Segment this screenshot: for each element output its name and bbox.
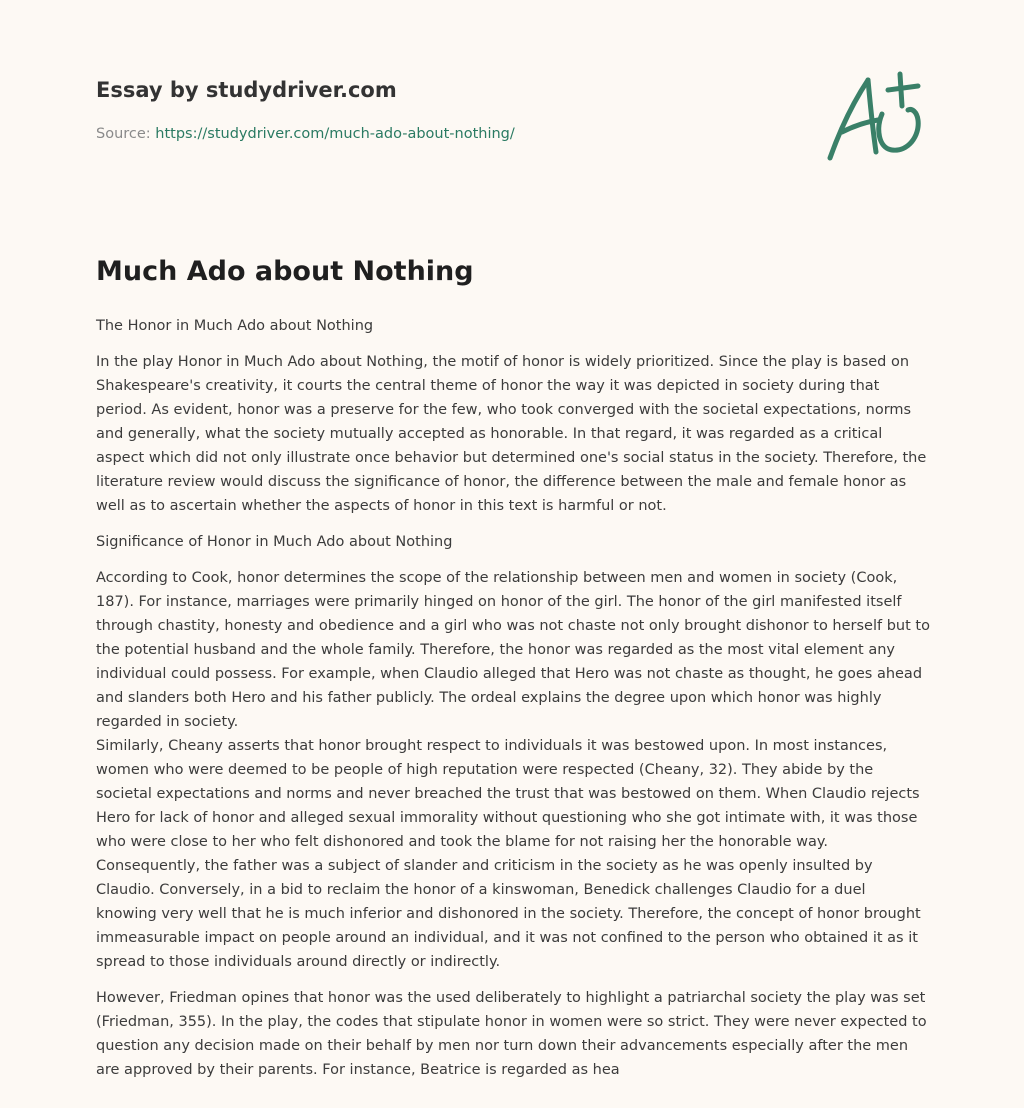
section-heading: Significance of Honor in Much Ado about Nothing <box>96 534 453 550</box>
source-link[interactable]: https://studydriver.com/much-ado-about-nothing/ <box>155 126 515 142</box>
a-plus-logo-icon <box>818 66 934 166</box>
page-header <box>96 76 656 144</box>
essay-subtitle: The Honor in Much Ado about Nothing <box>96 318 374 334</box>
site-title: Essay by studydriver.com <box>96 78 397 102</box>
a-plus-logo <box>818 66 934 166</box>
essay-content <box>96 252 930 1094</box>
body-paragraph-1: According to Cook, honor determines the scope of the relationship between men and women in society (Cook, 187). For instance, marriages were primarily hinged on honor of the girl. The honor of the girl manifested itself through chastity, honesty and obedience and a girl who was not chaste not only brought dishonor to herself but to the potential husband and the whole family. Therefore, the honor was regarded as the most vital element any individual could possess. For example, when Claudio alleged that Hero was not chaste as thought, he goes ahead and slanders both Hero and his father publicly. The ordeal explains the degree upon which honor was highly regarded in society. <box>96 570 930 730</box>
essay-title: Much Ado about Nothing <box>96 256 474 287</box>
intro-paragraph: In the play Honor in Much Ado about Nothing, the motif of honor is widely prioritized. Since the play is based on Shakespeare's creativity, it courts the central theme of honor the way it was depicted in society during that period. As evident, honor was a preserve for the few, who took converged with the societal expectations, norms and generally, what the society mutually accepted as honorable. In that regard, it was regarded as a critical aspect which did not only illustrate once behavior but determined one's social status in the society. Therefore, the literature review would discuss the significance of honor, the difference between the male and female honor as well as to ascertain whether the aspects of honor in this text is harmful or not. <box>96 354 927 514</box>
body-paragraph-2: Similarly, Cheany asserts that honor brought respect to individuals it was bestowed upon. In most instances, women who were deemed to be people of high reputation were respected (Cheany, 32). They abide by the societal expectations and norms and never breached the trust that was bestowed on them. When Claudio rejects Hero for lack of honor and alleged sexual immorality without questioning who she got intimate with, it was those who were close to her who felt dishonored and took the blame for not raising her the honorable way. Consequently, the father was a subject of slander and criticism in the society as he was openly insulted by Claudio. Conversely, in a bid to reclaim the honor of a kinswoman, Benedick challenges Claudio for a duel knowing very well that he is much inferior and dishonored in the society. Therefore, the concept of honor brought immeasurable impact on people around an individual, and it was not confined to the person who obtained it as it spread to those individuals around directly or indirectly. <box>96 738 921 970</box>
body-paragraph-3: However, Friedman opines that honor was the used deliberately to highlight a patriarchal society the play was set (Friedman, 355). In the play, the codes that stipulate honor in women were so strict. They were never expected to question any decision made on their behalf by men nor turn down their advancements especially after the men are approved by their parents. For instance, Beatrice is regarded as hea <box>96 990 927 1078</box>
source-line <box>96 124 656 144</box>
source-label: Source: <box>96 126 151 142</box>
